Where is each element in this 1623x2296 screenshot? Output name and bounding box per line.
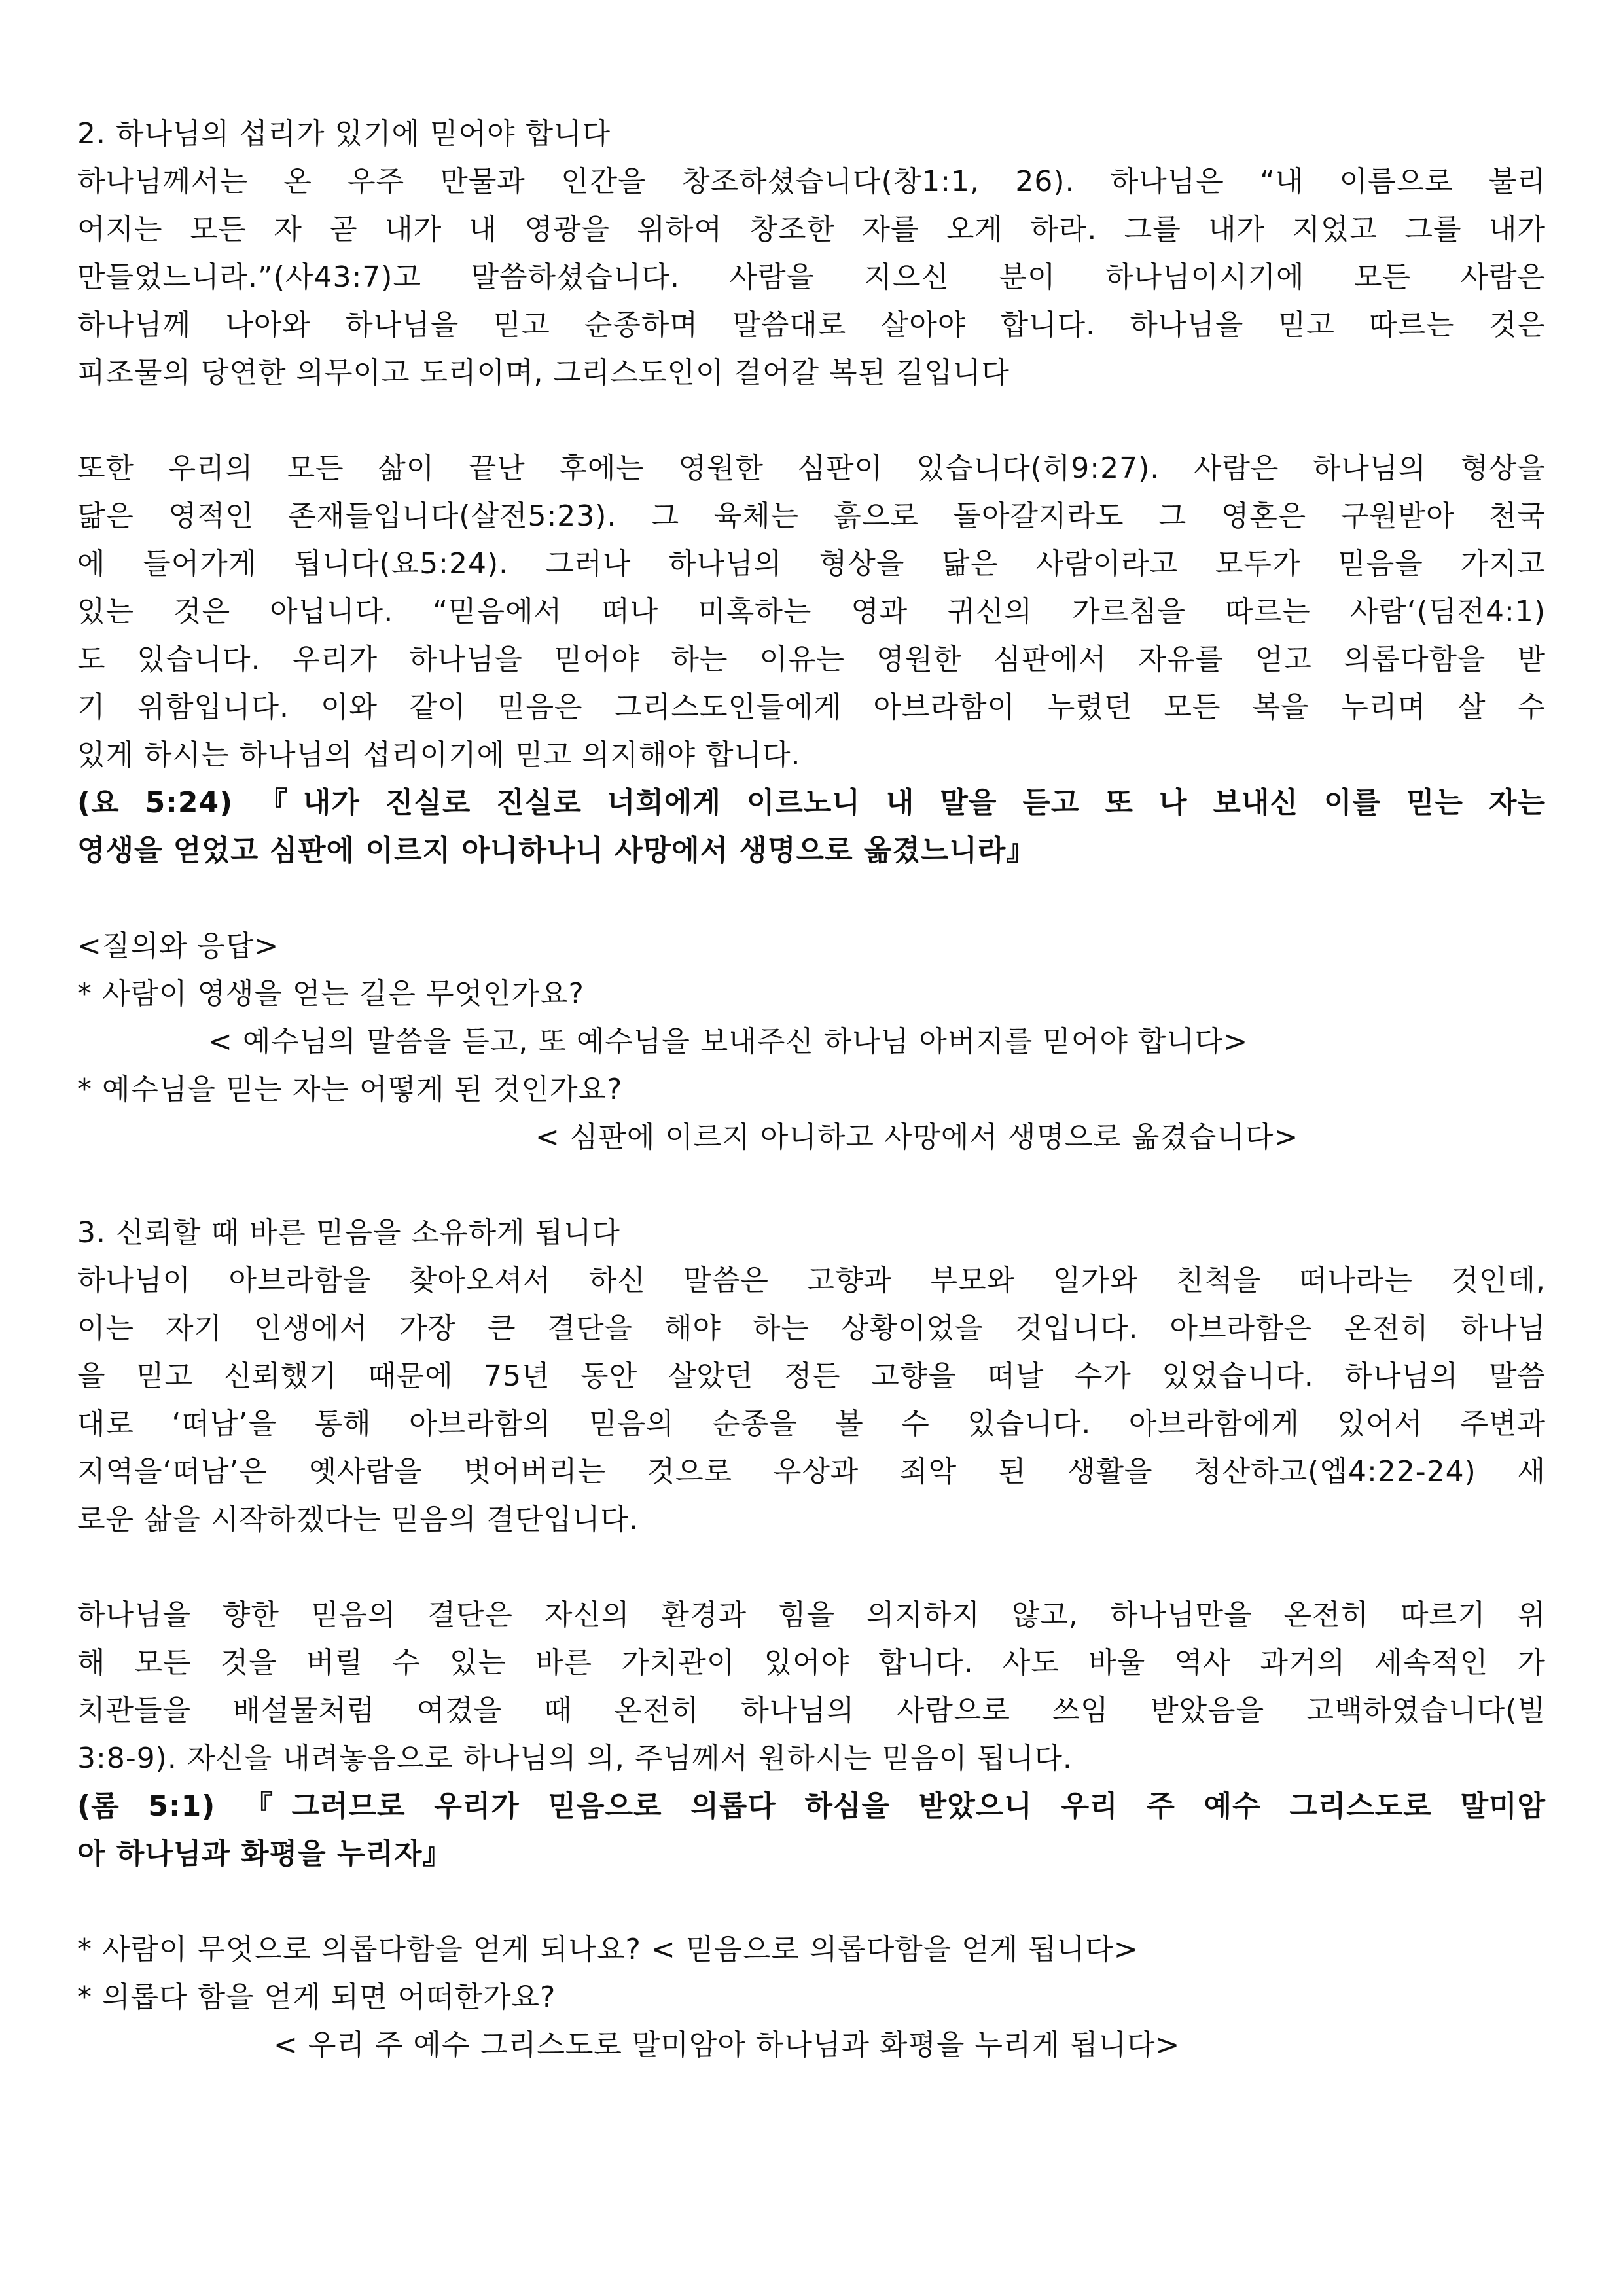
paragraph-line: 대로 ‘떠남’을 통해 아브라함의 믿음의 순종을 볼 수 있습니다. 아브라함에게 있어서 주변과 xyxy=(77,1407,1546,1441)
paragraph-line: 을 믿고 신뢰했기 때문에 75년 동안 살았던 정든 고향을 떠날 수가 있었습니다. 하나님의 말씀 xyxy=(77,1359,1546,1393)
paragraph-line: 어지는 모든 자 곧 내가 내 영광을 위하여 창조한 자를 오게 하라. 그를 내가 지었고 그를 내가 xyxy=(77,213,1546,246)
paragraph-line: 3:8-9). 자신을 내려놓음으로 하나님의 의, 주님께서 원하시는 믿음이 됩니다. xyxy=(77,1742,1073,1775)
paragraph-line: 하나님을 향한 믿음의 결단은 자신의 환경과 힘을 의지하지 않고, 하나님만을 온전히 따르기 위 xyxy=(77,1598,1546,1632)
paragraph-line: 기 위함입니다. 이와 같이 믿음은 그리스도인들에게 아브라함이 누렸던 모든 복을 누리며 살 수 xyxy=(77,691,1546,724)
paragraph-line: 하나님께 나아와 하나님을 믿고 순종하며 말씀대로 살아야 합니다. 하나님을 믿고 따르는 것은 xyxy=(77,308,1546,342)
qa-title: <질의와 응답> xyxy=(77,929,279,963)
section-3-heading: 3. 신뢰할 때 바른 믿음을 소유하게 됩니다 xyxy=(77,1216,620,1249)
paragraph-line: 또한 우리의 모든 삶이 끝난 후에는 영원한 심판이 있습니다(히9:27). 사람은 하나님의 형상을 xyxy=(77,452,1546,485)
paragraph-line: 있게 하시는 하나님의 섭리이기에 믿고 의지해야 합니다. xyxy=(77,738,801,772)
paragraph-line: 지역을‘떠남’은 옛사람을 벗어버리는 것으로 우상과 죄악 된 생활을 청산하고(엡4:22-24) 새 xyxy=(77,1455,1546,1488)
answer: < 우리 주 예수 그리스도로 말미암아 하나님과 화평을 누리게 됩니다> xyxy=(274,2028,1181,2062)
question: * 사람이 영생을 얻는 길은 무엇인가요? xyxy=(77,977,584,1011)
section-3-paragraph-1 xyxy=(77,1257,1546,1543)
question: * 사람이 무엇으로 의롭다함을 얻게 되나요? < 믿음으로 의롭다함을 얻게 됩니다> xyxy=(77,1933,1139,1966)
question: * 의롭다 함을 얻게 되면 어떠한가요? xyxy=(77,1981,556,2014)
paragraph-line: 피조물의 당연한 의무이고 도리이며, 그리스도인이 걸어갈 복된 길입니다 xyxy=(77,356,1010,389)
paragraph-line: 만들었느니라.”(사43:7)고 말씀하셨습니다. 사람을 지으신 분이 하나님이시기에 모든 사람은 xyxy=(77,260,1546,294)
section-3-paragraph-2 xyxy=(77,1591,1546,1782)
section-2-paragraph-1 xyxy=(77,158,1546,397)
paragraph-line: 하나님이 아브라함을 찾아오셔서 하신 말씀은 고향과 부모와 일가와 친척을 떠나라는 것인데, xyxy=(77,1264,1546,1297)
blank-line xyxy=(77,1161,1546,1209)
paragraph-line: 있는 것은 아닙니다. “믿음에서 떠나 미혹하는 영과 귀신의 가르침을 따르는 사람‘(딤전4:1) xyxy=(77,595,1546,628)
paragraph-line: 도 있습니다. 우리가 하나님을 믿어야 하는 이유는 영원한 심판에서 자유를 얻고 의롭다함을 받 xyxy=(77,643,1546,676)
blank-line xyxy=(77,874,1546,922)
blank-line xyxy=(77,1878,1546,1926)
paragraph-line: 로운 삶을 시작하겠다는 믿음의 결단입니다. xyxy=(77,1503,639,1536)
question: * 예수님을 믿는 자는 어떻게 된 것인가요? xyxy=(77,1073,623,1106)
paragraph-line: 에 들어가게 됩니다(요5:24). 그러나 하나님의 형상을 닮은 사람이라고 모두가 믿음을 가지고 xyxy=(77,547,1546,581)
answer: < 심판에 이르지 아니하고 사망에서 생명으로 옮겼습니다> xyxy=(535,1121,1299,1154)
verse-line: 아 하나님과 화평을 누리자』 xyxy=(77,1837,452,1871)
verse-line: (요 5:24) 『내가 진실로 진실로 너희에게 이르노니 내 말을 듣고 또 나 보내신 이를 믿는 자는 xyxy=(77,786,1546,819)
answer: < 예수님의 말씀을 듣고, 또 예수님을 보내주신 하나님 아버지를 믿어야 합니다> xyxy=(208,1025,1249,1058)
verse-line: (롬 5:1) 『그러므로 우리가 믿음으로 의롭다 하심을 받았으니 우리 주 예수 그리스도로 말미암 xyxy=(77,1789,1546,1823)
paragraph-line: 해 모든 것을 버릴 수 있는 바른 가치관이 있어야 합니다. 사도 바울 역사 과거의 세속적인 가 xyxy=(77,1646,1546,1679)
section-2-verse xyxy=(77,779,1546,874)
section-3-qa xyxy=(77,1926,1546,2069)
paragraph-line: 하나님께서는 온 우주 만물과 인간을 창조하셨습니다(창1:1, 26). 하나님은 “내 이름으로 불리 xyxy=(77,165,1546,198)
paragraph-line: 닮은 영적인 존재들입니다(살전5:23). 그 육체는 흙으로 돌아갈지라도 그 영혼은 구원받아 천국 xyxy=(77,499,1546,533)
verse-line: 영생을 얻었고 심판에 이르지 아니하나니 사망에서 생명으로 옮겼느니라』 xyxy=(77,834,1036,867)
blank-line xyxy=(77,1543,1546,1591)
blank-line xyxy=(77,397,1546,444)
section-2-paragraph-2 xyxy=(77,444,1546,779)
section-2-heading: 2. 하나님의 섭리가 있기에 믿어야 합니다 xyxy=(77,117,611,151)
document-page xyxy=(77,110,1546,2069)
section-3-verse xyxy=(77,1782,1546,1878)
paragraph-line: 이는 자기 인생에서 가장 큰 결단을 해야 하는 상황이었을 것입니다. 아브라함은 온전히 하나님 xyxy=(77,1312,1546,1345)
section-2-qa xyxy=(77,922,1546,1161)
paragraph-line: 치관들을 배설물처럼 여겼을 때 온전히 하나님의 사람으로 쓰임 받았음을 고백하였습니다(빌 xyxy=(77,1694,1546,1727)
